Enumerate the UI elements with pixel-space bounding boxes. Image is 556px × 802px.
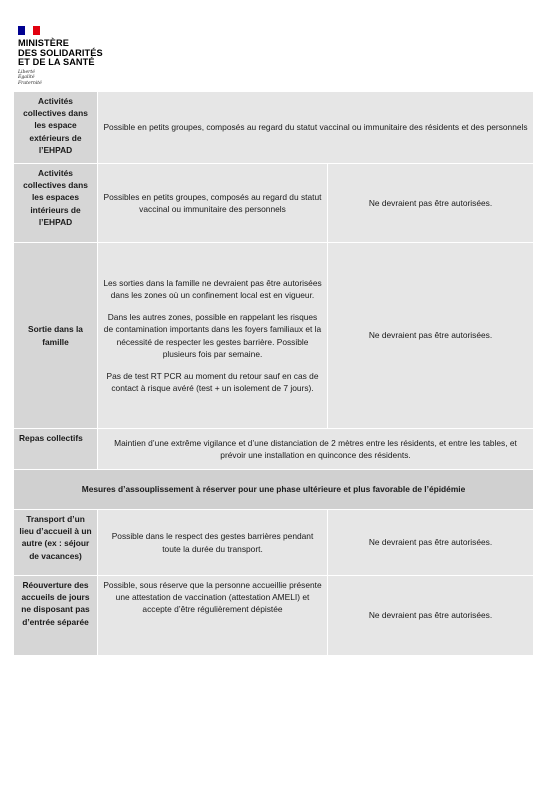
section-banner: Mesures d’assouplissement à réserver pour une phase ultérieure et plus favorable de l’épidémie bbox=[14, 470, 534, 510]
row-label: Repas collectifs bbox=[14, 429, 98, 470]
republic-motto: Liberté Égalité Fraternité bbox=[18, 69, 42, 86]
merged-cell: Possible en petits groupes, composés au regard du statut vaccinal ou immunitaire des résidents et des personnels bbox=[98, 92, 534, 164]
cell-phase-2: Ne devraient pas être autorisées. bbox=[328, 164, 534, 243]
paragraph: Les sorties dans la famille ne devraient pas être autorisées dans les zones où un confinement local est en vigueur. bbox=[103, 277, 322, 300]
measures-table bbox=[13, 91, 534, 656]
cell-phase-2: Ne devraient pas être autorisées. bbox=[328, 510, 534, 576]
section-banner-row bbox=[14, 470, 534, 510]
paragraph: Pas de test RT PCR au moment du retour sauf en cas de contact à risque avéré (test + un isolement de 7 jours). bbox=[106, 370, 319, 394]
ministry-logo bbox=[18, 26, 138, 86]
cell-phase-1: Possibles en petits groupes, composés au regard du statut vaccinal ou immunitaire des personnels bbox=[98, 164, 328, 243]
french-flag-icon bbox=[18, 26, 40, 35]
row-label: Activités collectives dans les espace extérieurs de l’EHPAD bbox=[14, 92, 98, 164]
cell-phase-1 bbox=[98, 243, 328, 429]
paragraph: Dans les autres zones, possible en rappelant les risques de contamination importants dans les foyers familiaux et la nécessité de respecter les gestes barrière. Possible plusieurs fois par semaine. bbox=[103, 312, 322, 359]
table-row bbox=[14, 164, 534, 243]
cell-phase-1: Possible, sous réserve que la personne accueillie présente une attestation de vaccination (attestation AMELI) et accepte d’être régulièrement dépistée bbox=[98, 576, 328, 656]
row-label: Transport d’un lieu d’accueil à un autre (ex : séjour de vacances) bbox=[14, 510, 98, 576]
ministry-name: MINISTÈRE DES SOLIDARITÉS ET DE LA SANTÉ bbox=[18, 38, 103, 68]
table-row bbox=[14, 510, 534, 576]
merged-cell: Maintien d’une extrême vigilance et d’une distanciation de 2 mètres entre les résidents, et entre les tables, et prévoir une installation en quinconce des résidents. bbox=[98, 429, 534, 470]
row-label: Activités collectives dans les espaces intérieurs de l’EHPAD bbox=[14, 164, 98, 243]
row-label: Réouverture des accueils de jours ne disposant pas d’entrée séparée bbox=[14, 576, 98, 656]
table-row bbox=[14, 92, 534, 164]
table-row bbox=[14, 429, 534, 470]
table-row bbox=[14, 576, 534, 656]
row-label: Sortie dans la famille bbox=[14, 243, 98, 429]
cell-phase-2: Ne devraient pas être autorisées. bbox=[328, 243, 534, 429]
cell-phase-2: Ne devraient pas être autorisées. bbox=[328, 576, 534, 656]
cell-phase-1: Possible dans le respect des gestes barrières pendant toute la durée du transport. bbox=[98, 510, 328, 576]
table-row bbox=[14, 243, 534, 429]
